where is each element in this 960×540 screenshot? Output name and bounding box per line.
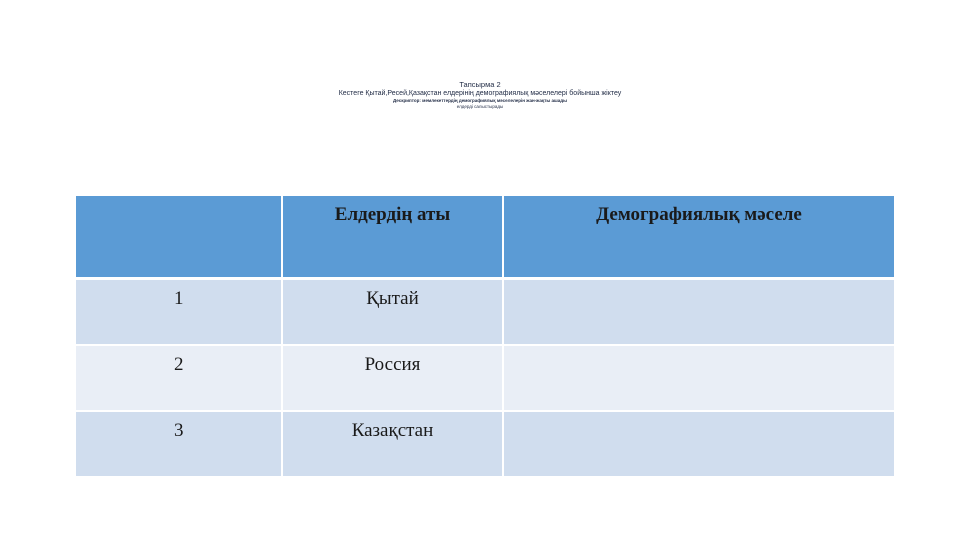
table-row [76, 345, 894, 411]
table-row [76, 411, 894, 477]
row-problem-cell[interactable] [503, 279, 894, 346]
header-country-name: Елдердің аты [282, 196, 503, 279]
task-subtitle: Кестеге Қытай,Ресей,Қазақстан елдерінің демографиялық мәселелері бойынша жіктеу [338, 90, 622, 97]
header-number [76, 196, 282, 279]
task-title: Тапсырма 2 [459, 80, 501, 89]
row-country: Россия [282, 345, 503, 411]
row-problem-cell[interactable] [503, 345, 894, 411]
slide-header [0, 80, 960, 110]
row-number: 1 [76, 279, 282, 346]
table-header-row [76, 196, 894, 279]
row-problem-cell[interactable] [503, 411, 894, 477]
row-country: Қытай [282, 279, 503, 346]
task-descriptor-continued: елдерді салыстырады [456, 104, 504, 109]
task-descriptor: Дескриптор: мемлекеттердің демографиялық мәселелерін жан-жақты ашады [393, 98, 567, 103]
table-row [76, 279, 894, 346]
row-country: Казақстан [282, 411, 503, 477]
row-number: 3 [76, 411, 282, 477]
header-demographic-problem: Демографиялық мәселе [503, 196, 894, 279]
countries-table [76, 196, 894, 478]
row-number: 2 [76, 345, 282, 411]
